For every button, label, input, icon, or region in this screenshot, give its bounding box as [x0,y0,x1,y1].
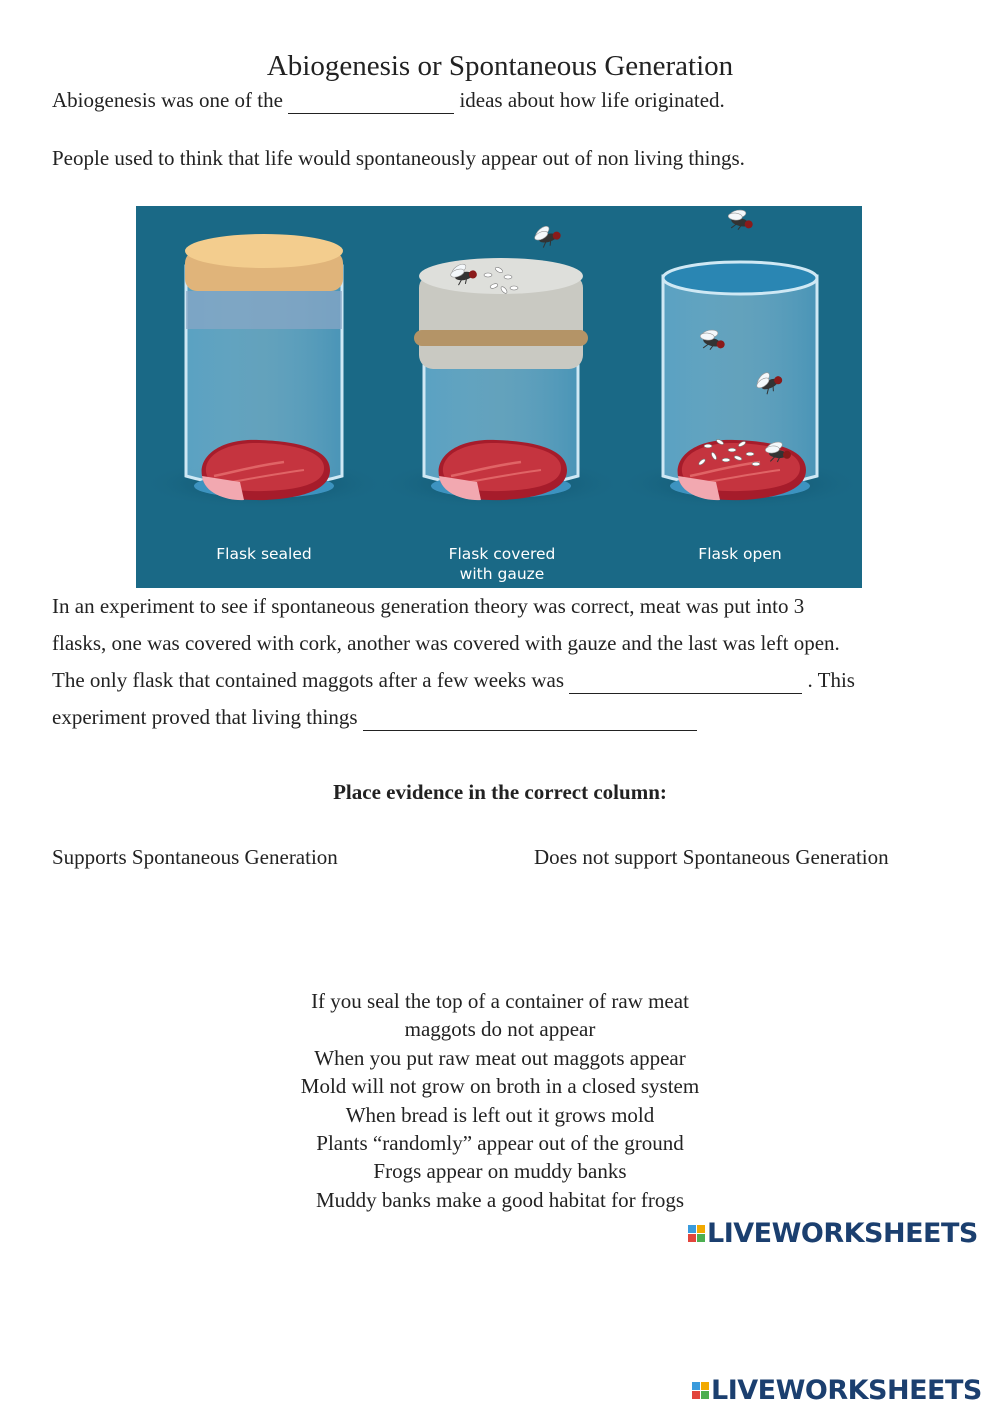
intro-text-before: Abiogenesis was one of the [52,88,283,112]
flask-experiment-figure [136,206,862,588]
logo-cell [697,1225,705,1233]
instruction-heading: Place evidence in the correct column: [333,780,667,804]
label-flask-gauze-1: Flask covered [448,545,556,563]
logo-cell [701,1391,709,1399]
evidence-item[interactable]: Plants “randomly” appear out of the ground [316,1131,684,1156]
evidence-item[interactable]: When you put raw meat out maggots appear [314,1045,686,1070]
brand-name: LIVEWORKSHEETS [707,1218,978,1249]
evidence-item[interactable]: Frogs appear on muddy banks [373,1159,627,1184]
meat-icon [202,440,330,500]
blank-ideas[interactable] [288,88,454,114]
blank-living-things[interactable] [363,705,697,731]
cork-icon [185,234,343,291]
experiment-text-after: . This [807,668,855,692]
liveworksheets-logo [688,1218,978,1249]
label-flask-sealed: Flask sealed [216,545,312,563]
logo-cell [692,1391,700,1399]
gauze-icon [414,258,588,369]
meat-icon [439,440,567,500]
experiment-text-before-4: experiment proved that living things [52,705,358,729]
intro-text-after: ideas about how life originated. [459,88,725,112]
page-title: Abiogenesis or Spontaneous Generation [266,50,734,82]
intro-line-1 [52,88,725,114]
evidence-item[interactable]: Muddy banks make a good habitat for frogs [315,1187,684,1212]
meat-icon [678,440,806,500]
logo-grid-icon [692,1382,709,1399]
column-does-not-support[interactable]: Does not support Spontaneous Generation [534,845,889,869]
evidence-list [0,987,1000,1214]
experiment-line-4 [52,705,697,731]
label-flask-gauze-2: with gauze [459,565,545,583]
brand-name-footer: LIVEWORKSHEETS [711,1375,982,1406]
experiment-text-before: The only flask that contained maggots after a few weeks was [52,668,564,692]
experiment-line-1: In an experiment to see if spontaneous generation theory was correct, meat was put into 3 [52,594,805,618]
logo-cell [688,1225,696,1233]
evidence-item[interactable]: When bread is left out it grows mold [345,1102,655,1127]
intro-line-2: People used to think that life would spontaneously appear out of non living things. [52,146,745,170]
logo-cell [697,1234,705,1242]
evidence-item[interactable]: If you seal the top of a container of raw meat [311,989,689,1013]
experiment-line-3 [52,668,855,694]
logo-grid-icon [688,1225,705,1242]
evidence-item[interactable]: maggots do not appear [404,1017,596,1042]
logo-cell [692,1382,700,1390]
experiment-line-2: flasks, one was covered with cork, another was covered with gauze and the last was left open. [52,631,840,655]
label-flask-open: Flask open [698,545,782,563]
evidence-item[interactable]: Mold will not grow on broth in a closed system [300,1074,700,1099]
logo-cell [688,1234,696,1242]
blank-flask-answer[interactable] [569,668,802,694]
column-supports[interactable]: Supports Spontaneous Generation [52,845,338,869]
logo-cell [701,1382,709,1390]
liveworksheets-logo-footer [692,1375,982,1406]
